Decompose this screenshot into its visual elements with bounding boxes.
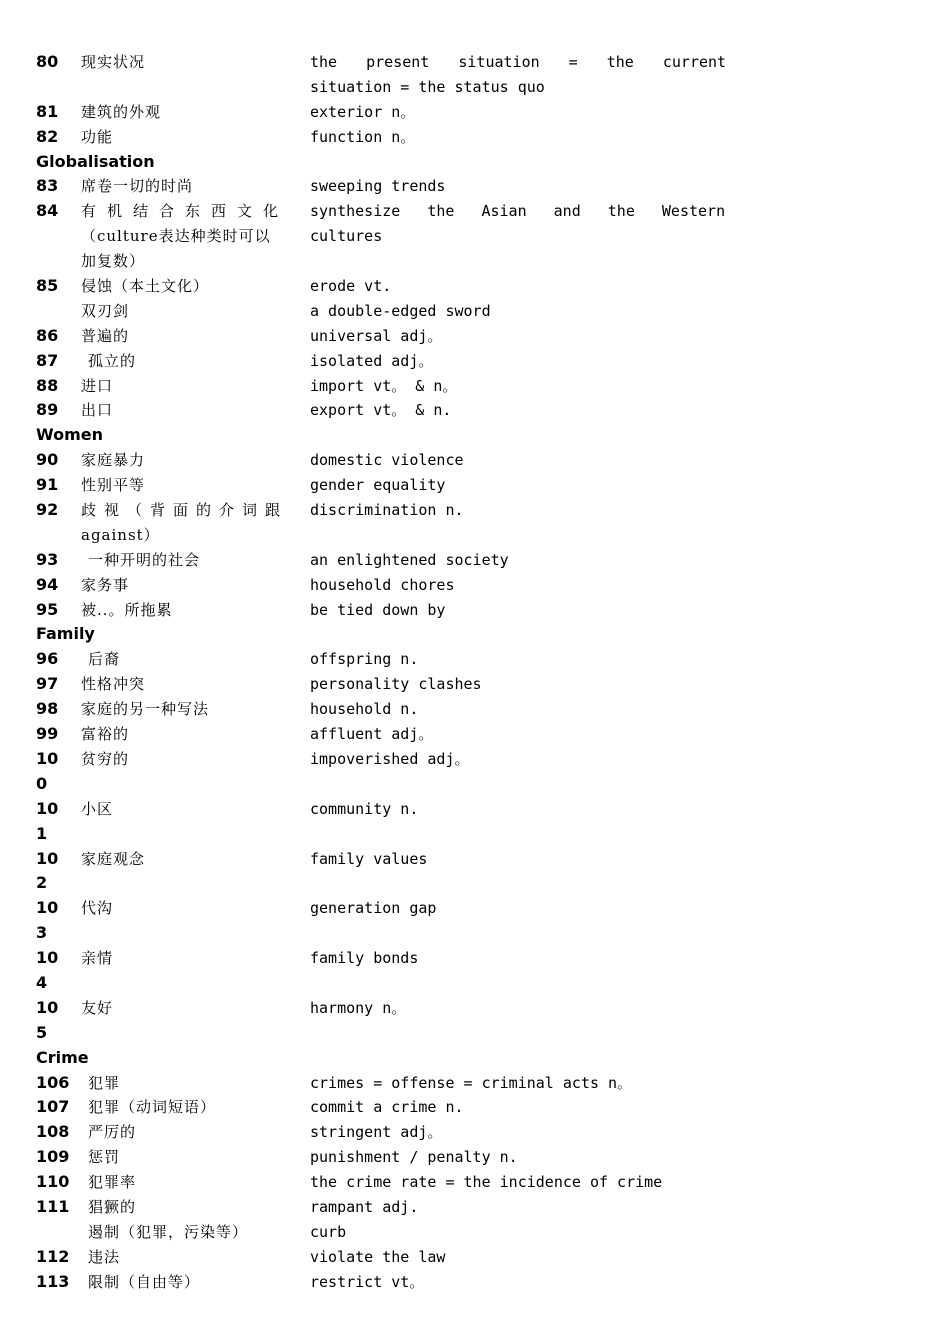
list-item [0,498,950,523]
chinese-term: 侵蚀（本土文化） [81,277,210,296]
chinese-term: 进口 [81,376,114,395]
section-heading-row [0,150,950,175]
chinese-term: 家庭观念 [81,849,146,868]
list-item [0,75,950,100]
english-term: family values [310,849,428,868]
english-term: sweeping trends [310,177,446,196]
item-number: 90 [36,450,59,470]
english-term: stringent adj。 [310,1123,443,1142]
chinese-term: 亲情 [81,949,114,968]
item-number: 10 [36,848,59,868]
chinese-term: 严厉的 [88,1123,137,1142]
english-term: harmony n。 [310,998,407,1017]
item-number: 4 [36,972,48,992]
chinese-term: 惩罚 [88,1148,121,1167]
list-item [0,722,950,747]
item-number: 82 [36,126,59,146]
chinese-term: 孤立的 [88,351,137,370]
english-term: function n。 [310,127,416,146]
item-number: 112 [36,1246,70,1266]
list-item [0,448,950,473]
list-item [0,1145,950,1170]
chinese-term: 家庭的另一种写法 [81,700,210,719]
list-item [0,896,950,921]
list-item [0,747,950,772]
list-item [0,697,950,722]
english-term: gender equality [310,476,446,495]
list-item [0,548,950,573]
section-heading-row [0,1046,950,1071]
list-item [0,100,950,125]
english-term: restrict vt。 [310,1272,425,1291]
chinese-term: 建筑的外观 [81,102,162,121]
list-item [0,672,950,697]
item-number: 80 [36,52,59,71]
list-item [0,398,950,423]
list-item [0,1095,950,1120]
item-number: 10 [36,798,59,818]
chinese-term: 代沟 [81,899,114,918]
list-item [0,1270,950,1295]
item-number: 106 [36,1072,70,1092]
chinese-term: 家务事 [81,575,130,594]
item-number: 10 [36,997,59,1017]
item-number: 109 [36,1147,70,1167]
chinese-term: 现实状况 [81,53,146,71]
section-heading-row [0,622,950,647]
english-term: household chores [310,575,455,594]
item-number: 0 [36,773,48,793]
list-item [0,274,950,299]
vocabulary-list [0,50,950,1295]
chinese-term: 违法 [88,1247,121,1266]
item-number: 94 [36,574,59,594]
english-term: community n. [310,799,419,818]
english-term: family bonds [310,949,419,968]
chinese-term: 加复数） [81,252,146,271]
list-item [0,249,950,274]
chinese-term: 猖獗的 [88,1197,137,1216]
list-item [0,573,950,598]
chinese-term: 被..。所拖累 [81,600,173,619]
section-heading: Crime [36,1047,89,1067]
item-number: 10 [36,948,59,968]
item-number: 10 [36,898,59,918]
chinese-term: 犯罪 [88,1073,121,1092]
english-term: cultures [310,227,383,246]
list-item [0,996,950,1021]
english-term: domestic violence [310,451,464,470]
chinese-term: 性别平等 [81,476,146,495]
item-number: 10 [36,748,59,768]
item-number: 1 [36,823,48,843]
english-term: be tied down by [310,600,446,619]
english-term: generation gap [310,899,437,918]
list-item [0,174,950,199]
item-number: 87 [36,350,59,370]
item-number: 84 [36,201,59,221]
english-term: exterior n。 [310,102,416,121]
list-item [0,473,950,498]
list-item [0,797,950,822]
list-item [0,946,950,971]
chinese-term: 普遍的 [81,326,130,345]
english-term: violate the law [310,1247,446,1266]
item-number: 2 [36,873,48,893]
chinese-term: 小区 [81,799,114,818]
chinese-term: （culture表达种类时可以 [81,227,271,246]
chinese-term: 富裕的 [81,725,130,744]
list-item [0,1120,950,1145]
list-item [0,125,950,150]
list-item [0,199,950,224]
list-item [0,847,950,872]
item-number: 97 [36,674,59,694]
chinese-term: 后裔 [88,650,121,669]
english-term: personality clashes [310,675,482,694]
list-item [0,1245,950,1270]
list-item [0,647,950,672]
item-number: 3 [36,923,48,943]
english-term: universal adj。 [310,326,443,345]
list-item [0,598,950,623]
item-number: 86 [36,325,59,345]
item-number: 99 [36,724,59,744]
list-item [0,50,950,75]
list-item-continuation [0,921,950,946]
english-term: punishment / penalty n. [310,1148,518,1167]
english-term: the present situation = the current [310,53,727,71]
list-item [0,1071,950,1096]
chinese-term: 遏制（犯罪，污染等） [88,1222,249,1241]
list-item-continuation [0,1021,950,1046]
english-term: impoverished adj。 [310,749,470,768]
english-term: import vt。 & n。 [310,376,458,395]
chinese-term: 性格冲突 [81,675,146,694]
english-term: situation = the status quo [310,77,545,96]
chinese-term: 歧视（背面的介词跟 [81,501,289,520]
item-number: 96 [36,649,59,669]
chinese-term: against） [81,525,160,544]
chinese-term: 犯罪率 [88,1173,137,1192]
item-number: 85 [36,276,59,296]
english-term: synthesize the Asian and the Western [310,202,726,221]
item-number: 83 [36,176,59,196]
english-term: discrimination n. [310,501,464,520]
english-term: curb [310,1222,347,1241]
english-term: export vt。 & n. [310,401,452,420]
item-number: 5 [36,1022,48,1042]
item-number: 95 [36,599,59,619]
english-term: an enlightened society [310,550,509,569]
english-term: affluent adj。 [310,725,434,744]
chinese-term: 有机结合东西文化 [81,202,290,221]
chinese-term: 功能 [81,127,114,146]
section-heading: Women [36,425,103,445]
english-term: a double-edged sword [310,301,491,320]
list-item [0,349,950,374]
item-number: 91 [36,475,59,495]
item-number: 81 [36,101,59,121]
english-term: rampant adj. [310,1197,419,1216]
section-heading: Family [36,624,95,644]
english-term: commit a crime n. [310,1098,464,1117]
english-term: crimes = offense = criminal acts n。 [310,1073,633,1092]
list-item-continuation [0,871,950,896]
chinese-term: 限制（自由等） [88,1272,201,1291]
list-item-continuation [0,822,950,847]
list-item [0,374,950,399]
section-heading: Globalisation [36,151,155,171]
english-term: isolated adj。 [310,351,434,370]
item-number: 88 [36,375,59,395]
item-number: 107 [36,1097,70,1117]
english-term: erode vt. [310,277,392,296]
chinese-term: 席卷一切的时尚 [81,177,194,196]
list-item [0,299,950,324]
chinese-term: 双刃剑 [81,301,130,320]
item-number: 93 [36,549,59,569]
item-number: 110 [36,1172,70,1192]
chinese-term: 犯罪（动词短语） [88,1098,217,1117]
item-number: 111 [36,1196,70,1216]
item-number: 113 [36,1271,70,1291]
list-item [0,1220,950,1245]
english-term: offspring n. [310,650,419,669]
list-item [0,523,950,548]
list-item [0,224,950,249]
item-number: 89 [36,400,59,420]
item-number: 92 [36,500,59,520]
list-item [0,324,950,349]
chinese-term: 出口 [81,401,114,420]
chinese-term: 贫穷的 [81,749,130,768]
english-term: household n. [310,700,419,719]
list-item-continuation [0,772,950,797]
item-number: 98 [36,699,59,719]
english-term: the crime rate = the incidence of crime [310,1173,663,1192]
list-item [0,1195,950,1220]
item-number: 108 [36,1122,70,1142]
section-heading-row [0,423,950,448]
list-item [0,1170,950,1195]
list-item-continuation [0,971,950,996]
chinese-term: 家庭暴力 [81,451,146,470]
chinese-term: 一种开明的社会 [88,550,201,569]
chinese-term: 友好 [81,998,114,1017]
